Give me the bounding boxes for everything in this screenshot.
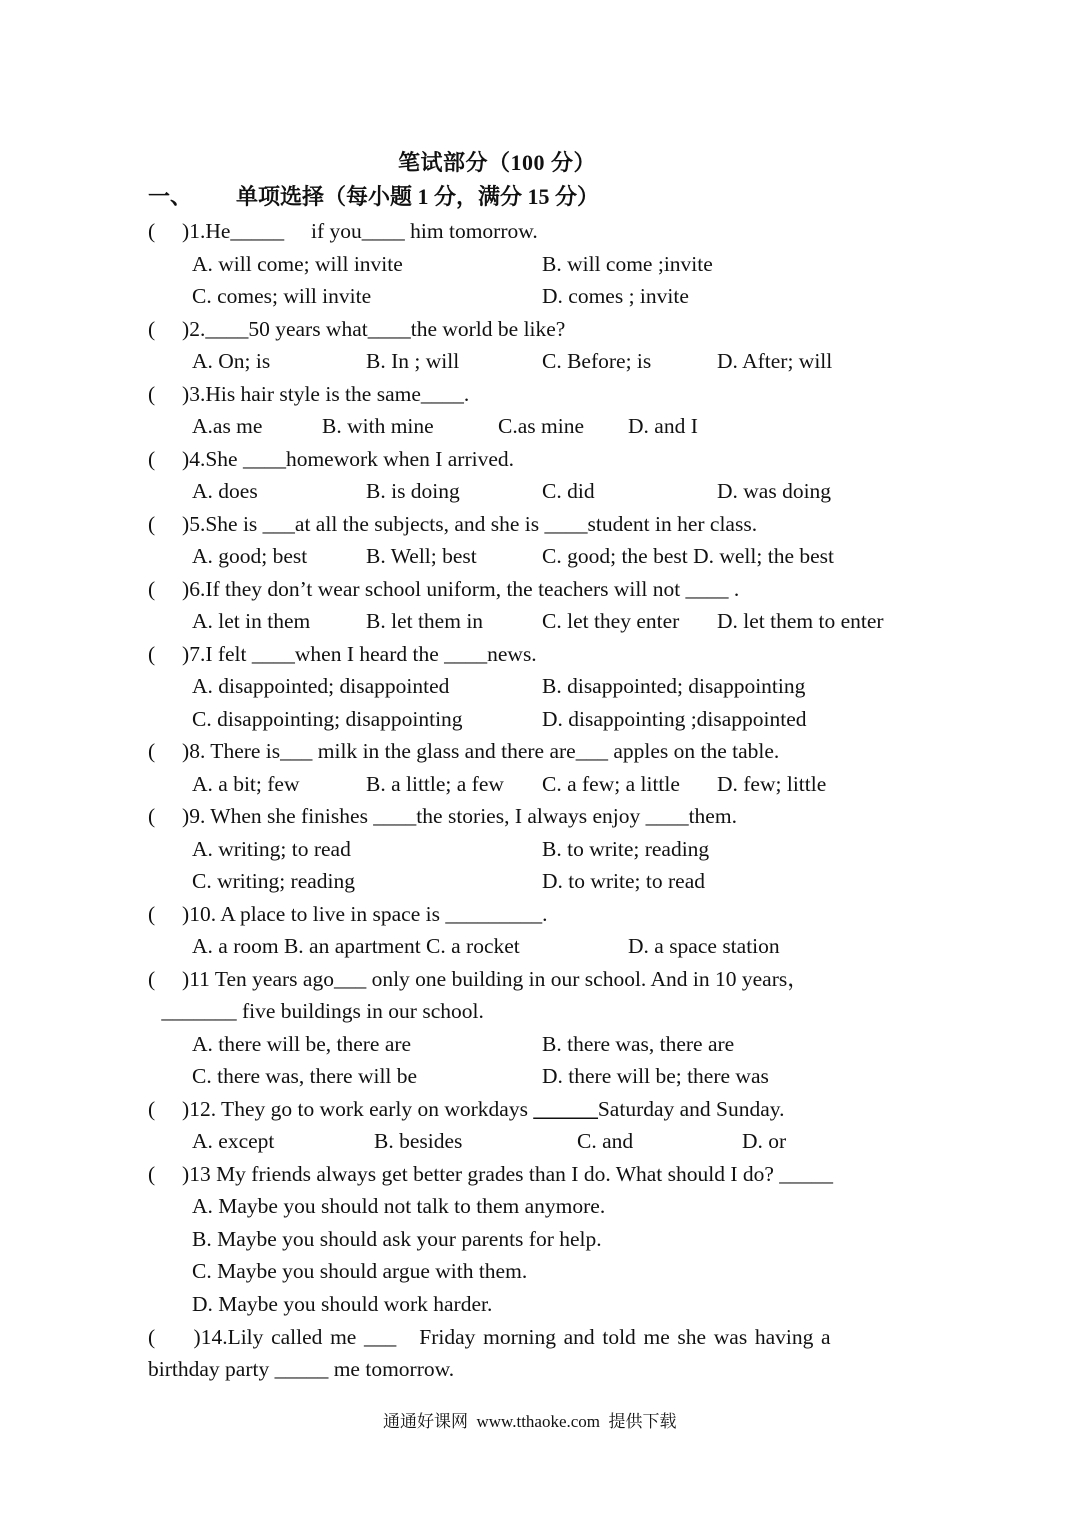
question-1-option-c: C. comes; will invite [192,284,372,308]
question-3-option-b: B. with mine [322,414,434,438]
page-title: 笔试部分（100 分） [398,150,597,175]
question-13-stem: ( )13 My friends always get better grades than I do. What should I do? _____ [148,1162,834,1186]
question-5-option-a: A. good; best [192,544,308,568]
section-heading: 单项选择（每小题 1 分，满分 15 分） [236,184,600,209]
question-13-option-b: B. Maybe you should ask your parents for help. [192,1227,602,1251]
question-1-option-b: B. will come ;invite [542,252,713,276]
question-6-option-d: D. let them to enter [717,609,884,633]
question-12-option-a: A. except [192,1129,275,1153]
question-10-stem: ( )10. A place to live in space is _________. [148,902,548,926]
question-12-option-d: D. or [742,1129,787,1153]
question-5-stem: ( )5.She is ___at all the subjects, and she is ____student in her class. [148,512,758,536]
section-number: 一、 [148,184,193,209]
question-2-stem: ( )2.____50 years what____the world be like? [148,317,566,341]
question-6-option-b: B. let them in [366,609,484,633]
question-11-option-c: C. there was, there will be [192,1064,418,1088]
question-6-stem: ( )6.If they don’t wear school uniform, the teachers will not ____ . [148,577,740,601]
question-4-option-a: A. does [192,479,258,503]
question-7-stem: ( )7.I felt ____when I heard the ____news. [148,642,537,666]
question-3-option-c: C.as mine [498,414,584,438]
question-1-option-a: A. will come; will invite [192,252,403,276]
question-12-blank: ______ [533,1097,598,1121]
question-12-stem-head: ( )12. They go to work early on workdays [148,1097,534,1121]
question-11-option-d: D. there will be; there was [542,1064,769,1088]
question-4-stem: ( )4.She ____homework when I arrived. [148,447,515,471]
question-9-option-a: A. writing; to read [192,837,351,861]
question-8-stem: ( )8. There is___ milk in the glass and there are___ apples on the table. [148,739,780,763]
question-2-option-c: C. Before; is [542,349,652,373]
question-7-option-a: A. disappointed; disappointed [192,674,450,698]
question-9-option-c: C. writing; reading [192,869,356,893]
question-9-stem: ( )9. When she finishes ____the stories, I always enjoy ____them. [148,804,737,828]
question-2-option-d: D. After; will [717,349,833,373]
question-4-option-c: C. did [542,479,595,503]
question-8-option-d: D. few; little [717,772,827,796]
question-4-option-b: B. is doing [366,479,460,503]
question-11-stem-continued: _______ five buildings in our school. [156,999,484,1023]
question-9-option-b: B. to write; reading [542,837,710,861]
question-7-option-d: D. disappointing ;disappointed [542,707,807,731]
question-13-option-d: D. Maybe you should work harder. [192,1292,493,1316]
question-5-option-b: B. Well; best [366,544,477,568]
question-5-option-cd: C. good; the best D. well; the best [542,544,835,568]
question-1-stem: ( )1.He_____ if you____ him tomorrow. [148,219,538,243]
question-14-stem: ( )14.Lily called me ___ Friday morning and told me she was having a [148,1325,831,1349]
question-6-option-c: C. let they enter [542,609,680,633]
question-13-option-c: C. Maybe you should argue with them. [192,1259,528,1283]
page-footer: 通通好课网 www.tthaoke.com 提供下载 [383,1412,677,1431]
question-9-option-d: D. to write; to read [542,869,705,893]
question-3-option-a: A.as me [192,414,263,438]
question-3-stem: ( )3.His hair style is the same____. [148,382,470,406]
question-12-option-c: C. and [577,1129,634,1153]
question-10-option-abc: A. a room B. an apartment C. a rocket [192,934,520,958]
question-3-option-d: D. and I [628,414,698,438]
question-6-option-a: A. let in them [192,609,311,633]
question-2-option-b: B. In ; will [366,349,460,373]
question-11-option-a: A. there will be, there are [192,1032,412,1056]
question-8-option-c: C. a few; a little [542,772,680,796]
question-7-option-c: C. disappointing; disappointing [192,707,463,731]
question-1-option-d: D. comes ; invite [542,284,689,308]
question-8-option-a: A. a bit; few [192,772,300,796]
question-11-stem: ( )11 Ten years ago___ only one building in our school. And in 10 years， [148,967,809,991]
question-8-option-b: B. a little; a few [366,772,504,796]
question-14-stem-continued: birthday party _____ me tomorrow. [148,1357,455,1381]
question-4-option-d: D. was doing [717,479,832,503]
question-12-stem-tail: Saturday and Sunday. [597,1097,785,1121]
question-10-option-d: D. a space station [628,934,780,958]
question-13-option-a: A. Maybe you should not talk to them anymore. [192,1194,606,1218]
question-12-stem [148,1096,785,1122]
question-2-option-a: A. On; is [192,349,271,373]
question-7-option-b: B. disappointed; disappointing [542,674,806,698]
question-12-option-b: B. besides [374,1129,463,1153]
question-11-option-b: B. there was, there are [542,1032,735,1056]
